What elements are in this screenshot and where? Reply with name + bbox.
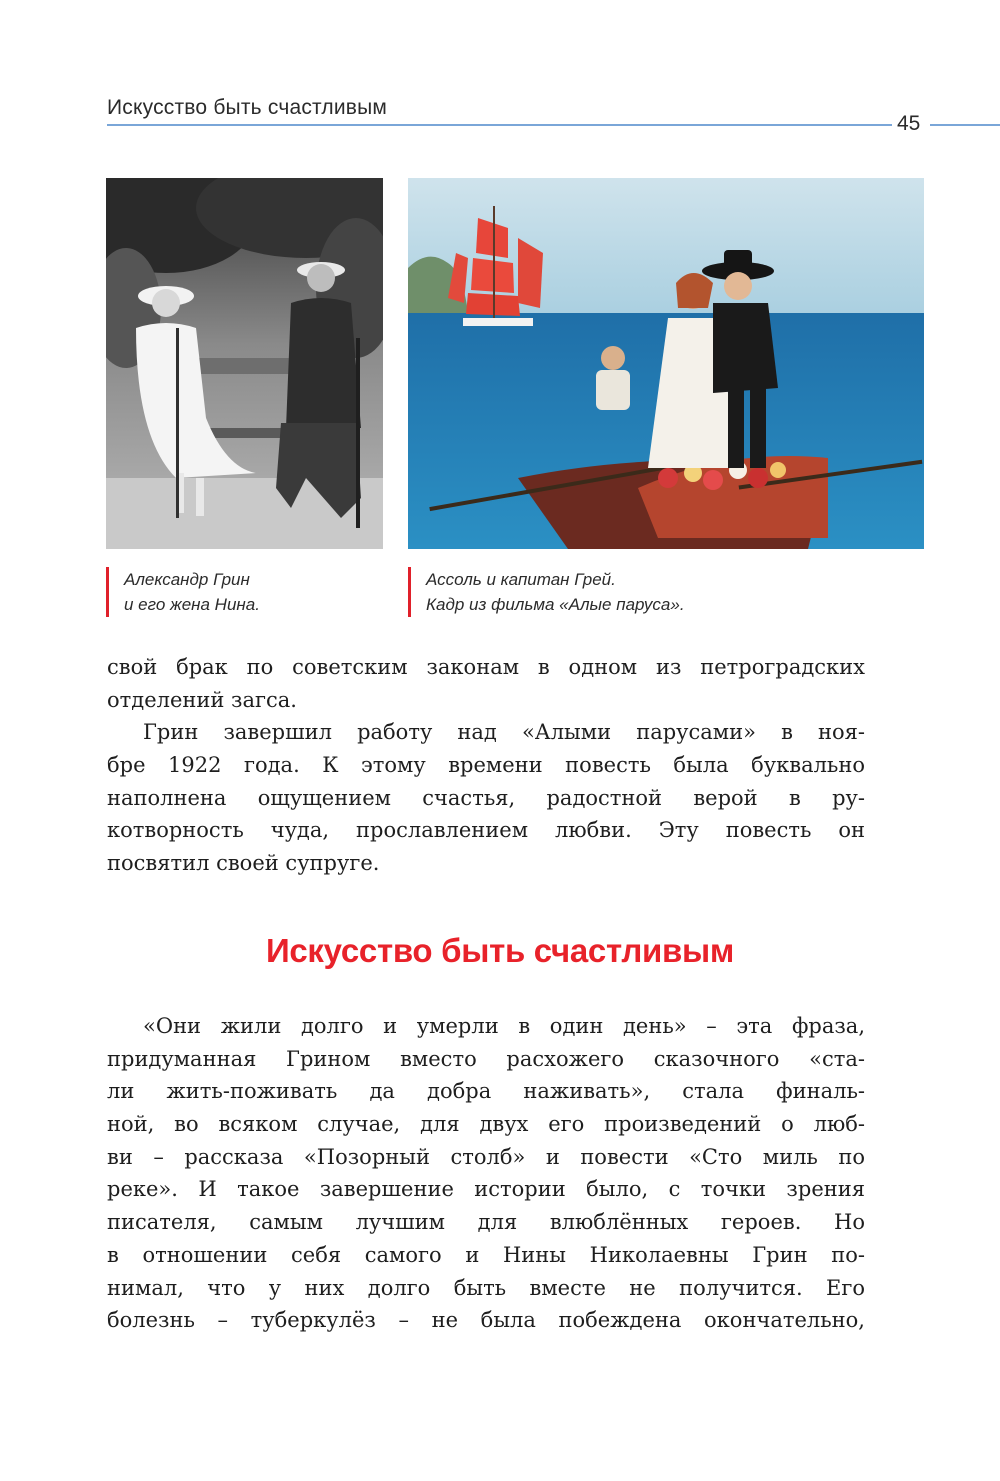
text-line: ви – рассказа «Позорный столб» и повести «Сто миль по bbox=[107, 1144, 865, 1169]
text-line: ной, во всяком случае, для двух его произведений о люб- bbox=[107, 1112, 865, 1137]
caption-line: Александр Грин bbox=[124, 570, 250, 589]
text-line: в отношении себя самого и Нины Николаевны Грин по- bbox=[107, 1242, 865, 1267]
text-line: бре 1922 года. К этому времени повесть была буквально bbox=[107, 753, 865, 778]
text-line: нимал, что у них долго быть вместе не получится. Его bbox=[107, 1275, 865, 1300]
text-line: болезнь – туберкулёз – не была побеждена окончательно, bbox=[107, 1308, 865, 1333]
text-line: свой брак по советским законам в одном из петроградских bbox=[107, 655, 865, 679]
running-header-title: Искусство быть счастливым bbox=[107, 96, 388, 119]
photo-grin-and-wife bbox=[106, 178, 383, 549]
text-line: посвятил своей супруге. bbox=[107, 851, 380, 876]
body-text-top bbox=[107, 651, 865, 880]
caption-line: Ассоль и капитан Грей. bbox=[426, 570, 616, 589]
text-line: писателя, самым лучшим для влюблённых героев. Но bbox=[107, 1210, 865, 1235]
text-line: ли жить-поживать да добра наживать», стала финаль- bbox=[107, 1079, 865, 1104]
text-line: Грин завершил работу над «Алыми парусами» в ноя- bbox=[143, 720, 865, 745]
text-line: «Они жили долго и умерли в один день» – эта фраза, bbox=[143, 1014, 865, 1038]
caption-line: и его жена Нина. bbox=[124, 595, 260, 614]
text-line: придуманная Грином вместо расхожего сказочного «ста- bbox=[107, 1046, 865, 1071]
section-heading: Искусство быть счастливым bbox=[265, 932, 735, 969]
text-line: наполнена ощущением счастья, радостной верой в ру- bbox=[107, 785, 865, 810]
page-number: 45 bbox=[897, 112, 921, 135]
text-line: реке». И такое завершение истории было, с точки зрения bbox=[107, 1177, 865, 1202]
text-line: отделений загса. bbox=[107, 687, 297, 712]
caption-line: Кадр из фильма «Алые паруса». bbox=[426, 595, 685, 614]
header-rule-right bbox=[930, 124, 1000, 126]
text-line: котворность чуда, прославлением любви. Эту повесть он bbox=[107, 818, 865, 843]
caption-right bbox=[408, 567, 685, 617]
photo-film-still-scarlet-sails bbox=[408, 178, 924, 549]
caption-left bbox=[106, 567, 260, 617]
header-rule bbox=[107, 124, 892, 126]
body-text-section bbox=[107, 1010, 865, 1337]
